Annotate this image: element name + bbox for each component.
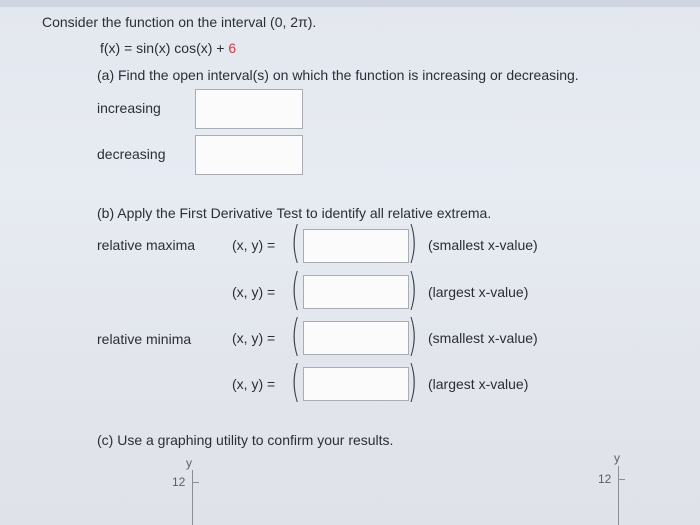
min-smallest-input[interactable] [303, 321, 409, 355]
decreasing-label: decreasing [97, 146, 166, 162]
y-axis-line [618, 466, 619, 525]
xy-equals-label: (x, y) = [232, 376, 276, 392]
tick-mark [192, 482, 199, 483]
right-paren: ) [407, 217, 418, 268]
smallest-note: (smallest x-value) [428, 237, 538, 253]
intro-text: Consider the function on the interval (0, 2π). [42, 14, 317, 30]
tick-label: 12 [172, 475, 186, 489]
part-c-text: (c) Use a graphing utility to confirm your results. [97, 432, 394, 448]
function-text: f(x) = sin(x) cos(x) + [100, 40, 229, 56]
tick-label: 12 [598, 472, 612, 486]
right-paren: ) [407, 310, 418, 361]
xy-equals-label: (x, y) = [232, 237, 276, 253]
y-axis-line [192, 470, 193, 525]
increasing-label: increasing [97, 100, 161, 116]
left-paren: ( [290, 217, 301, 268]
right-paren: ) [407, 264, 418, 315]
part-b-text: (b) Apply the First Derivative Test to identify all relative extrema. [97, 205, 492, 221]
max-largest-input[interactable] [303, 275, 409, 309]
largest-note: (largest x-value) [428, 376, 529, 392]
y-axis-label: y [186, 456, 192, 470]
smallest-note: (smallest x-value) [428, 330, 538, 346]
function-constant: 6 [228, 40, 237, 56]
y-axis-label: y [614, 451, 620, 465]
xy-equals-label: (x, y) = [232, 330, 276, 346]
increasing-input[interactable] [195, 89, 303, 129]
min-largest-input[interactable] [303, 367, 409, 401]
left-paren: ( [290, 310, 301, 361]
relative-maxima-label: relative maxima [97, 237, 196, 253]
tick-mark [618, 479, 625, 480]
left-paren: ( [290, 264, 301, 315]
decreasing-input[interactable] [195, 135, 303, 175]
top-border [0, 0, 700, 7]
function-expression [100, 40, 236, 56]
xy-equals-label: (x, y) = [232, 284, 276, 300]
max-smallest-input[interactable] [303, 229, 409, 263]
part-a-text: (a) Find the open interval(s) on which the function is increasing or decreasing. [97, 67, 579, 83]
left-paren: ( [290, 356, 301, 407]
largest-note: (largest x-value) [428, 284, 529, 300]
right-paren: ) [407, 356, 418, 407]
relative-minima-label: relative minima [97, 331, 192, 347]
